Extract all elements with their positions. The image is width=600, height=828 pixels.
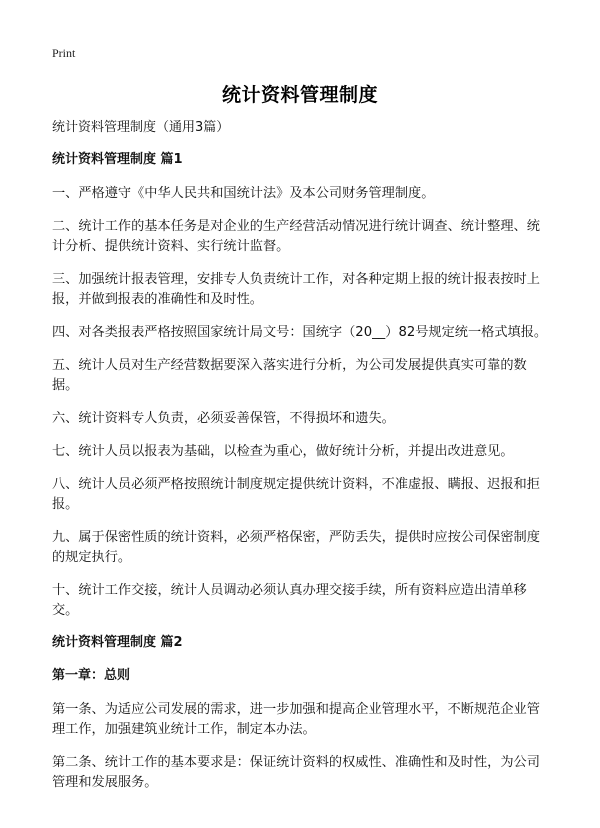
chapter-heading: 第一章：总则 <box>52 668 131 683</box>
paragraph: 三、加强统计报表管理，安排专人负责统计工作，对各种定期上报的统计报表按时上报，并做到报表的准确性和及时性。 <box>52 272 540 307</box>
paragraph: 二、统计工作的基本任务是对企业的生产经营活动情况进行统计调查、统计整理、统计分析、提供统计资料、实行统计监督。 <box>52 219 540 254</box>
paragraph: 第二条、统计工作的基本要求是：保证统计资料的权威性、准确性和及时性，为公司管理和发展服务。 <box>52 755 540 790</box>
paragraph: 四、对各类报表严格按照国家统计局文号：国统字（20__）82号规定统一格式填报。 <box>52 325 548 340</box>
paragraph: 八、统计人员必须严格按照统计制度规定提供统计资料，不准虚报、瞒报、迟报和拒报。 <box>52 477 540 512</box>
section-heading-1: 统计资料管理制度 篇1 <box>52 152 183 167</box>
document-subtitle: 统计资料管理制度（通用3篇） <box>52 120 230 135</box>
document-title: 统计资料管理制度 <box>221 84 378 106</box>
document-body <box>52 119 552 806</box>
paragraph: 六、统计资料专人负责，必须妥善保管，不得损坏和遗失。 <box>52 411 395 426</box>
paragraph: 九、属于保密性质的统计资料，必须严格保密，严防丢失，提供时应按公司保密制度的规定执行。 <box>52 530 540 565</box>
section-heading-2: 统计资料管理制度 篇2 <box>52 635 183 650</box>
paragraph: 五、统计人员对生产经营数据要深入落实进行分析，为公司发展提供真实可靠的数据。 <box>52 358 527 393</box>
print-label: Print <box>52 46 76 60</box>
paragraph: 十、统计工作交接，统计人员调动必须认真办理交接手续，所有资料应造出清单移交。 <box>52 583 527 618</box>
paragraph: 一、严格遵守《中华人民共和国统计法》及本公司财务管理制度。 <box>52 186 435 201</box>
paragraph: 第一条、为适应公司发展的需求，进一步加强和提高企业管理水平，不断规范企业管理工作，加强建筑业统计工作，制定本办法。 <box>52 702 540 737</box>
paragraph: 七、统计人员以报表为基础，以检查为重心，做好统计分析，并提出改进意见。 <box>52 444 514 459</box>
